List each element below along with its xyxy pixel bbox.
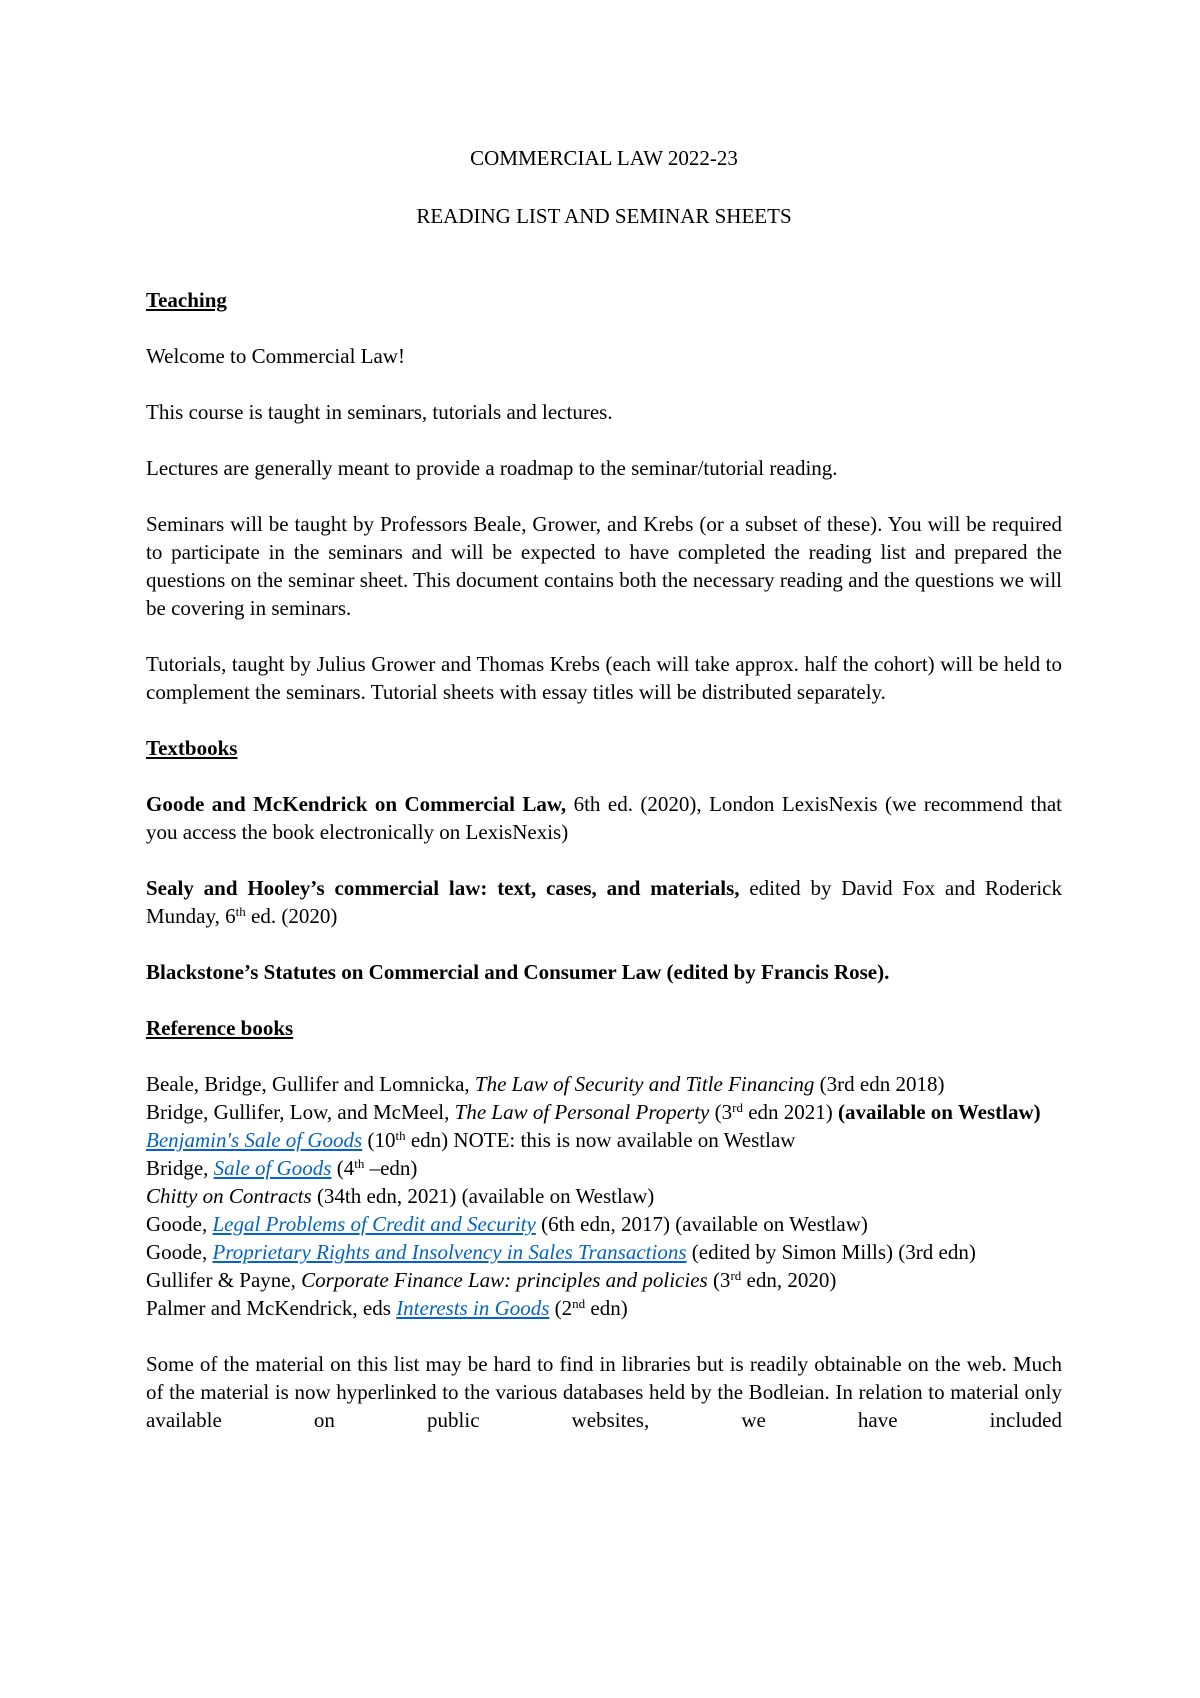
textbook-title: Sealy and Hooley’s commercial law: text, cases, and materials, bbox=[146, 876, 740, 900]
document-subtitle: READING LIST AND SEMINAR SHEETS bbox=[416, 204, 792, 228]
superscript: th bbox=[354, 1156, 365, 1171]
textbooks-heading: Textbooks bbox=[146, 736, 238, 760]
reference-item bbox=[146, 1098, 1062, 1126]
reference-note: edn) NOTE: this is now available on Westlaw bbox=[405, 1128, 796, 1152]
superscript: rd bbox=[730, 1268, 742, 1283]
textbook-details: edited by David Fox and Roderick Munday, 6 bbox=[146, 876, 1063, 928]
reference-authors: Goode, bbox=[146, 1240, 213, 1264]
reference-item bbox=[146, 1182, 1062, 1210]
reference-authors: Palmer and McKendrick, eds bbox=[146, 1296, 397, 1320]
superscript: nd bbox=[572, 1296, 586, 1311]
textbook-entry-sealy bbox=[146, 874, 1062, 930]
textbook-entry-blackstone bbox=[146, 958, 1062, 986]
teaching-paragraph-1: Welcome to Commercial Law! bbox=[146, 344, 405, 368]
reference-edition: (3 bbox=[709, 1100, 733, 1124]
teaching-heading: Teaching bbox=[146, 288, 227, 312]
reference-title: The Law of Personal Property bbox=[454, 1100, 710, 1124]
reference-edition: (edited by Simon Mills) (3rd edn) bbox=[686, 1240, 976, 1264]
reference-item bbox=[146, 1126, 1062, 1154]
interests-in-goods-link[interactable]: Interests in Goods bbox=[396, 1296, 550, 1320]
reference-authors: Goode, bbox=[146, 1212, 213, 1236]
reference-edition: (2 bbox=[549, 1296, 573, 1320]
teaching-paragraph-5: Tutorials, taught by Julius Grower and Thomas Krebs (each will take approx. half the cohort) will be held to complement the seminars. Tutorial sheets with essay titles will be distributed separately. bbox=[146, 652, 1062, 704]
reference-list bbox=[146, 1070, 1062, 1322]
superscript: th bbox=[395, 1128, 406, 1143]
teaching-paragraph-4: Seminars will be taught by Professors Beale, Grower, and Krebs (or a subset of these). You will be required to participate in the seminars and will be expected to have completed the reading list and prepared the questions on the seminar sheet. This document contains both the necessary reading and the questions we will be covering in seminars. bbox=[146, 512, 1062, 620]
textbook-details: 6th ed. (2020), London LexisNexis (we recommend that you access the book electronically on LexisNexis) bbox=[146, 792, 1062, 844]
benjamins-sale-of-goods-link[interactable]: Benjamin's Sale of Goods bbox=[146, 1128, 363, 1152]
document-title: COMMERCIAL LAW 2022-23 bbox=[470, 146, 738, 170]
reference-item bbox=[146, 1210, 1062, 1238]
reference-edition: edn, 2020) bbox=[741, 1268, 837, 1292]
textbook-details: ed. (2020) bbox=[245, 904, 338, 928]
reference-edition: (34th edn, 2021) (available on Westlaw) bbox=[311, 1184, 655, 1208]
reference-authors: Beale, Bridge, Gullifer and Lomnicka, bbox=[146, 1072, 475, 1096]
legal-problems-credit-security-link[interactable]: Legal Problems of Credit and Security bbox=[212, 1212, 536, 1236]
teaching-paragraph-3: Lectures are generally meant to provide a roadmap to the seminar/tutorial reading. bbox=[146, 456, 838, 480]
document-page bbox=[146, 130, 1062, 1434]
reference-edition: edn 2021) bbox=[742, 1100, 839, 1124]
reference-note: (available on Westlaw) bbox=[838, 1100, 1041, 1124]
superscript: th bbox=[235, 904, 246, 919]
reference-edition: (3 bbox=[707, 1268, 731, 1292]
reference-authors: Bridge, Gullifer, Low, and McMeel, bbox=[146, 1100, 455, 1124]
reference-item bbox=[146, 1154, 1062, 1182]
reference-item bbox=[146, 1294, 1062, 1322]
closing-paragraph: Some of the material on this list may be hard to find in libraries but is readily obtainable on the web. Much of the material is now hyperlinked to the various databases held by the Bodleian. In relation to material only available on public websites, we have included bbox=[146, 1352, 1062, 1432]
reference-authors: Bridge, bbox=[146, 1156, 214, 1180]
reference-item bbox=[146, 1266, 1062, 1294]
reference-authors: Gullifer & Payne, bbox=[146, 1268, 302, 1292]
reference-title: The Law of Security and Title Financing bbox=[474, 1072, 815, 1096]
proprietary-rights-insolvency-link[interactable]: Proprietary Rights and Insolvency in Sales Transactions bbox=[212, 1240, 687, 1264]
teaching-paragraph-2: This course is taught in seminars, tutorials and lectures. bbox=[146, 400, 613, 424]
reference-edition: edn) bbox=[585, 1296, 628, 1320]
reference-edition: (4 bbox=[331, 1156, 355, 1180]
reference-title: Chitty on Contracts bbox=[146, 1184, 312, 1208]
textbook-entry-goode bbox=[146, 790, 1062, 846]
textbook-title: Goode and McKendrick on Commercial Law, bbox=[146, 792, 567, 816]
textbook-title: Blackstone’s Statutes on Commercial and Consumer Law (edited by Francis Rose). bbox=[146, 960, 890, 984]
sale-of-goods-link[interactable]: Sale of Goods bbox=[213, 1156, 332, 1180]
reference-item bbox=[146, 1238, 1062, 1266]
reference-edition: (10 bbox=[362, 1128, 396, 1152]
superscript: rd bbox=[732, 1100, 743, 1115]
reference-title: Corporate Finance Law: principles and policies bbox=[301, 1268, 708, 1292]
reference-edition: –edn) bbox=[364, 1156, 418, 1180]
reference-books-heading: Reference books bbox=[146, 1016, 294, 1040]
reference-item bbox=[146, 1070, 1062, 1098]
reference-edition: (3rd edn 2018) bbox=[814, 1072, 945, 1096]
reference-edition: (6th edn, 2017) (available on Westlaw) bbox=[535, 1212, 868, 1236]
